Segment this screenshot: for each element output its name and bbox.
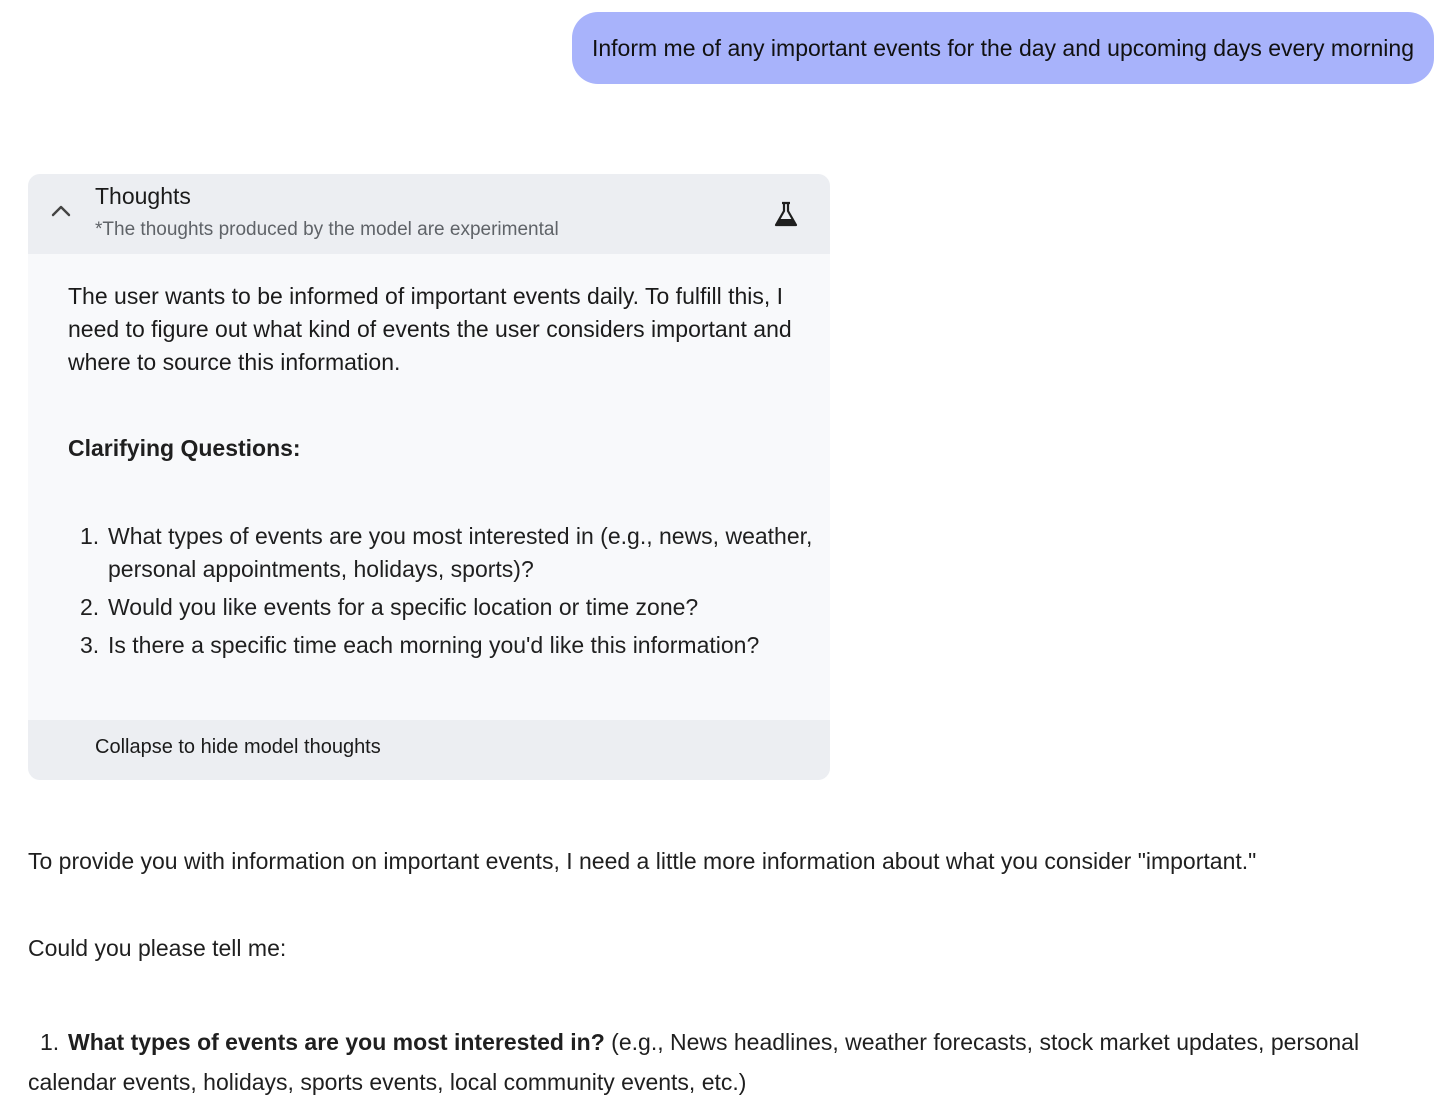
thoughts-footer (28, 720, 830, 780)
thoughts-subtitle: *The thoughts produced by the model are experimental (95, 219, 559, 240)
clarifying-questions-list (68, 520, 828, 662)
clarifying-heading: Clarifying Questions: (68, 435, 301, 461)
thoughts-title: Thoughts (95, 183, 191, 209)
thoughts-header[interactable] (28, 174, 830, 254)
response-list (28, 1022, 1428, 1102)
chevron-up-icon[interactable] (50, 200, 72, 222)
flask-icon (772, 200, 800, 228)
response-paragraph: To provide you with information on important events, I need a little more information about what you consider "important." (28, 848, 1257, 874)
response-paragraph: Could you please tell me: (28, 935, 287, 961)
thoughts-panel (28, 174, 830, 780)
collapse-thoughts-button[interactable]: Collapse to hide model thoughts (95, 736, 381, 758)
list-item: 2. Would you like events for a specific location or time zone? (80, 594, 699, 620)
user-message-bubble: Inform me of any important events for the day and upcoming days every morning (572, 12, 1434, 84)
list-item-text: (e.g., News headlines, weather forecasts, stock market updates, personal calendar events, holidays, sports events, local community events, etc.) (28, 1029, 1360, 1095)
list-item-bold: What types of events are you most interested in? (68, 1029, 605, 1055)
list-number: 1. (40, 1029, 60, 1055)
thoughts-intro: The user wants to be informed of important events daily. To fulfill this, I need to figure out what kind of events the user considers important and where to source this information. (68, 283, 792, 375)
list-item: 1. What types of events are you most interested in (e.g., news, weather, personal appointments, holidays, sports)? (80, 523, 813, 582)
list-item: 3. Is there a specific time each morning you'd like this information? (80, 632, 760, 658)
